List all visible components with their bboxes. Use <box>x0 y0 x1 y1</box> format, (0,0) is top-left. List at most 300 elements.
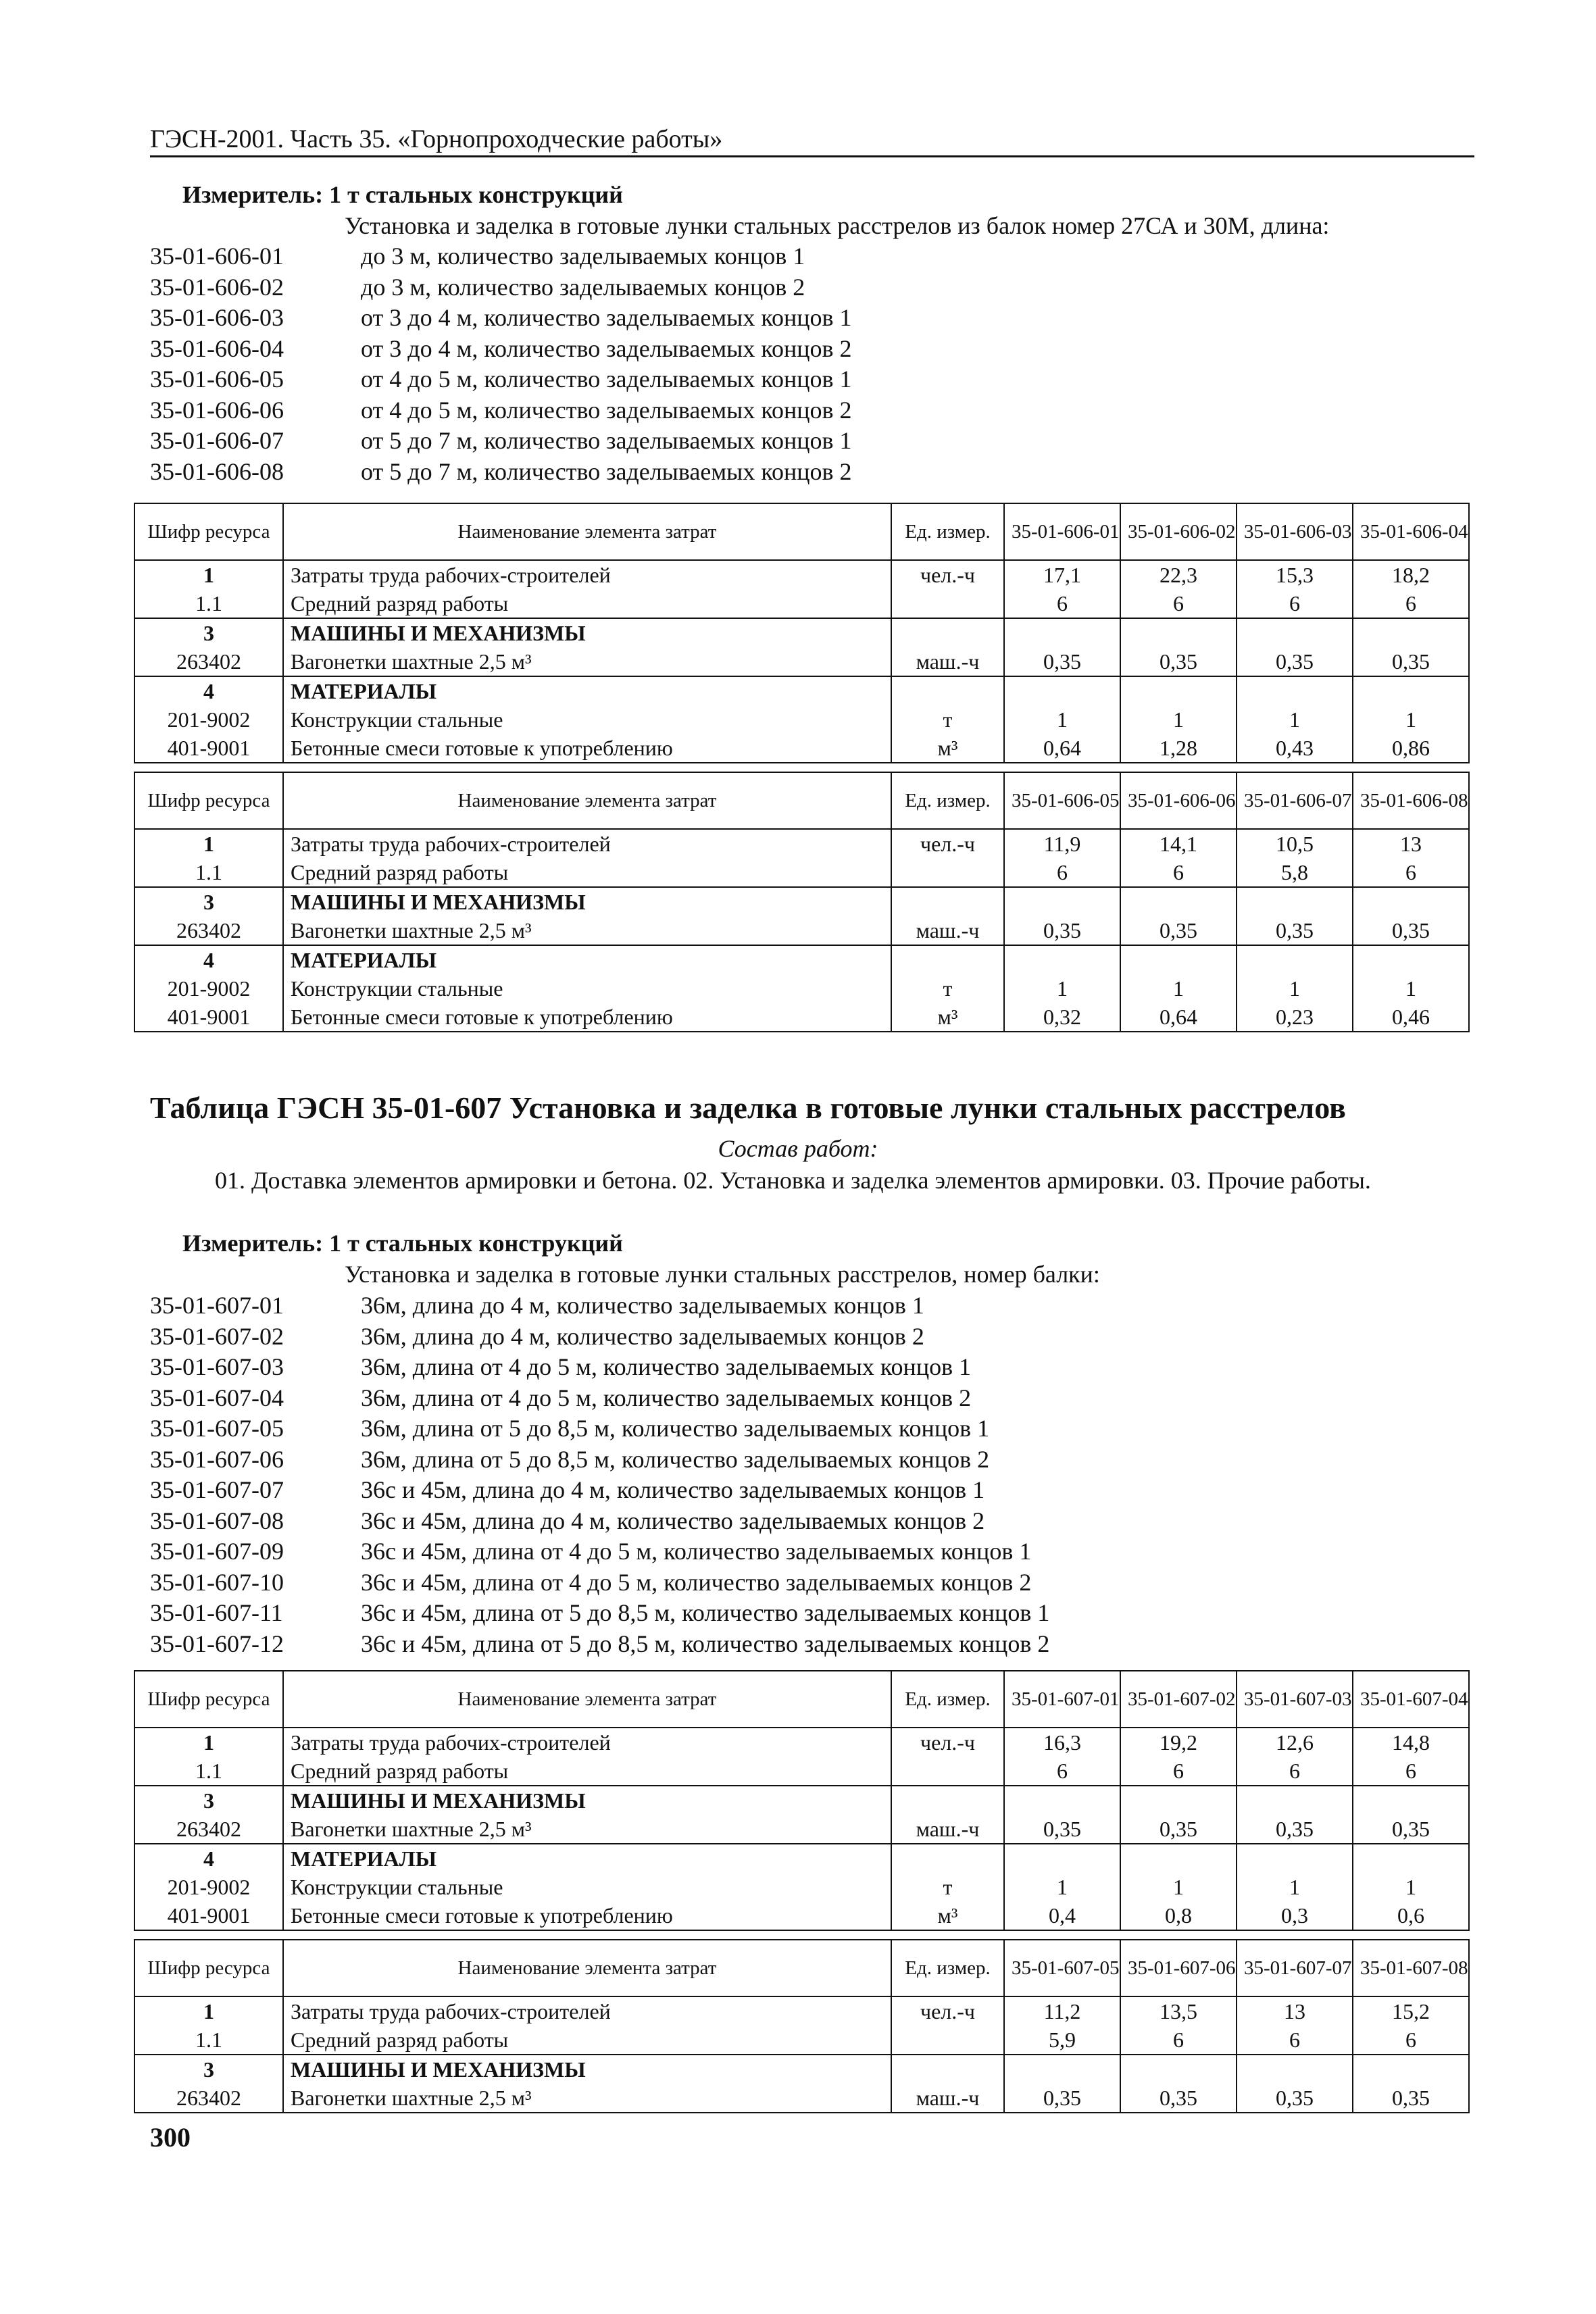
value-cell <box>1237 1844 1353 1873</box>
unit-cell <box>891 1786 1004 1815</box>
table-row <box>134 2084 1469 2113</box>
code-row <box>150 1506 1049 1537</box>
measure-label: Измеритель: 1 т стальных конструкций <box>182 1230 623 1257</box>
code-description: 36м, длина от 5 до 8,5 м, количество заделываемых концов 1 <box>361 1415 990 1442</box>
resource-code: 35-01-607-03 <box>150 1353 284 1380</box>
unit-cell: т <box>891 1873 1004 1901</box>
cost-item-name: МАТЕРИАЛЫ <box>283 1844 891 1873</box>
cost-item-name: Конструкции стальные <box>283 1873 891 1901</box>
resource-code: 35-01-607-04 <box>150 1384 284 1411</box>
value-cell: 6 <box>1353 2026 1469 2055</box>
col-header-name: Наименование элемента затрат <box>283 772 891 829</box>
code-description: 36с и 45м, длина от 5 до 8,5 м, количество заделываемых концов 1 <box>361 1599 1050 1626</box>
value-cell: 5,9 <box>1004 2026 1120 2055</box>
value-cell: 0,35 <box>1120 2084 1237 2113</box>
col-header-code: 35-01-606-01 <box>1004 503 1120 560</box>
cost-item-name: Вагонетки шахтные 2,5 м³ <box>283 916 891 945</box>
table-row <box>134 734 1469 763</box>
resource-code: 35-01-607-07 <box>150 1476 284 1503</box>
resource-code-cell: 1 <box>134 829 283 858</box>
value-cell <box>1120 676 1237 705</box>
code-row <box>150 1475 1049 1506</box>
value-cell: 6 <box>1237 589 1353 618</box>
header-row <box>134 1940 1469 1996</box>
cost-item-name: Средний разряд работы <box>283 589 891 618</box>
intro-text: Установка и заделка в готовые лунки стальных расстрелов, номер балки: <box>345 1261 1100 1288</box>
code-row <box>150 334 852 365</box>
intro-text: Установка и заделка в готовые лунки стальных расстрелов из балок номер 27СА и 30М, длина: <box>345 212 1330 239</box>
value-cell: 0,35 <box>1237 916 1353 945</box>
value-cell: 6 <box>1004 1757 1120 1786</box>
value-cell: 0,35 <box>1120 1815 1237 1844</box>
value-cell <box>1237 945 1353 974</box>
resource-code-cell: 1 <box>134 1996 283 2026</box>
unit-cell: чел.-ч <box>891 1728 1004 1757</box>
col-header-unit: Ед. измер. <box>891 772 1004 829</box>
resource-code-cell: 201-9002 <box>134 974 283 1003</box>
cost-item-name: Вагонетки шахтные 2,5 м³ <box>283 1815 891 1844</box>
unit-cell: чел.-ч <box>891 560 1004 589</box>
value-cell: 6 <box>1237 2026 1353 2055</box>
value-cell <box>1120 618 1237 647</box>
value-cell: 5,8 <box>1237 858 1353 887</box>
unit-cell <box>891 2026 1004 2055</box>
code-row <box>150 457 852 488</box>
unit-cell: маш.-ч <box>891 647 1004 676</box>
unit-cell <box>891 618 1004 647</box>
resource-code-cell: 201-9002 <box>134 705 283 734</box>
table-row <box>134 1901 1469 1930</box>
col-header-shifr: Шифр ресурса <box>134 1940 283 1996</box>
measure-label: Измеритель: 1 т стальных конструкций <box>182 181 623 208</box>
resource-code-cell: 1 <box>134 1728 283 1757</box>
resource-code: 35-01-607-08 <box>150 1507 284 1534</box>
table-row <box>134 916 1469 945</box>
resource-code-cell: 263402 <box>134 916 283 945</box>
cost-item-name: Затраты труда рабочих-строителей <box>283 560 891 589</box>
col-header-code: 35-01-607-06 <box>1120 1940 1237 1996</box>
code-description: 36м, длина до 4 м, количество заделываемых концов 2 <box>361 1322 924 1350</box>
code-row <box>150 1444 1049 1476</box>
value-cell: 0,64 <box>1004 734 1120 763</box>
value-cell: 6 <box>1353 858 1469 887</box>
cost-item-name: МАШИНЫ И МЕХАНИЗМЫ <box>283 887 891 916</box>
unit-cell: маш.-ч <box>891 2084 1004 2113</box>
value-cell <box>1120 2055 1237 2084</box>
cost-item-name: МАТЕРИАЛЫ <box>283 945 891 974</box>
value-cell: 12,6 <box>1237 1728 1353 1757</box>
code-description: 36с и 45м, длина от 5 до 8,5 м, количество заделываемых концов 2 <box>361 1630 1050 1657</box>
value-cell: 13,5 <box>1120 1996 1237 2026</box>
resource-code-cell: 3 <box>134 1786 283 1815</box>
value-cell: 0,35 <box>1004 2084 1120 2113</box>
cost-item-name: Бетонные смеси готовые к употреблению <box>283 734 891 763</box>
code-row <box>150 1383 1049 1414</box>
code-description: 36м, длина от 5 до 8,5 м, количество заделываемых концов 2 <box>361 1445 990 1473</box>
col-header-code: 35-01-607-01 <box>1004 1671 1120 1728</box>
value-cell: 0,32 <box>1004 1003 1120 1032</box>
cost-table <box>134 772 1470 1032</box>
code-description: 36с и 45м, длина до 4 м, количество заделываемых концов 1 <box>361 1476 985 1503</box>
value-cell: 6 <box>1120 589 1237 618</box>
value-cell: 1 <box>1004 974 1120 1003</box>
code-description: 36с и 45м, длина от 4 до 5 м, количество заделываемых концов 1 <box>361 1538 1032 1565</box>
resource-code: 35-01-606-08 <box>150 457 284 485</box>
unit-cell: м³ <box>891 1003 1004 1032</box>
unit-cell <box>891 676 1004 705</box>
unit-cell: т <box>891 705 1004 734</box>
resource-code-cell: 3 <box>134 618 283 647</box>
cost-item-name: Средний разряд работы <box>283 2026 891 2055</box>
code-row <box>150 1567 1049 1599</box>
resource-code-cell: 263402 <box>134 647 283 676</box>
value-cell <box>1237 887 1353 916</box>
resource-code-cell: 401-9001 <box>134 1003 283 1032</box>
table-row <box>134 1873 1469 1901</box>
value-cell <box>1004 1844 1120 1873</box>
value-cell <box>1237 2055 1353 2084</box>
unit-cell: маш.-ч <box>891 1815 1004 1844</box>
code-row <box>150 1536 1049 1567</box>
table-row <box>134 1757 1469 1786</box>
resource-code: 35-01-606-07 <box>150 427 284 454</box>
code-description: от 5 до 7 м, количество заделываемых концов 1 <box>361 427 852 454</box>
value-cell <box>1004 618 1120 647</box>
table-row <box>134 887 1469 916</box>
value-cell <box>1120 1786 1237 1815</box>
resource-code: 35-01-606-03 <box>150 304 284 331</box>
resource-code-cell: 201-9002 <box>134 1873 283 1901</box>
code-row <box>150 1290 1049 1322</box>
unit-cell: т <box>891 974 1004 1003</box>
value-cell: 14,8 <box>1353 1728 1469 1757</box>
value-cell: 0,35 <box>1237 647 1353 676</box>
col-header-code: 35-01-606-04 <box>1353 503 1469 560</box>
code-row <box>150 426 852 457</box>
cost-item-name: Вагонетки шахтные 2,5 м³ <box>283 2084 891 2113</box>
unit-cell: м³ <box>891 734 1004 763</box>
col-header-code: 35-01-606-06 <box>1120 772 1237 829</box>
col-header-unit: Ед. измер. <box>891 1940 1004 1996</box>
code-description: 36м, длина от 4 до 5 м, количество заделываемых концов 1 <box>361 1353 972 1380</box>
value-cell <box>1353 945 1469 974</box>
value-cell: 15,2 <box>1353 1996 1469 2026</box>
code-description: 36м, длина до 4 м, количество заделываемых концов 1 <box>361 1292 924 1319</box>
value-cell <box>1237 676 1353 705</box>
table-row <box>134 1003 1469 1032</box>
col-header-code: 35-01-606-05 <box>1004 772 1120 829</box>
table-row <box>134 676 1469 705</box>
cost-table <box>134 1670 1470 1931</box>
value-cell: 1 <box>1120 705 1237 734</box>
value-cell <box>1353 1844 1469 1873</box>
table-row <box>134 945 1469 974</box>
value-cell <box>1237 618 1353 647</box>
value-cell: 6 <box>1237 1757 1353 1786</box>
resource-code: 35-01-606-04 <box>150 334 284 362</box>
code-row <box>150 1322 1049 1353</box>
value-cell: 6 <box>1004 858 1120 887</box>
unit-cell <box>891 858 1004 887</box>
col-header-name: Наименование элемента затрат <box>283 1940 891 1996</box>
col-header-code: 35-01-606-03 <box>1237 503 1353 560</box>
value-cell <box>1120 887 1237 916</box>
resource-code-cell: 263402 <box>134 2084 283 2113</box>
value-cell: 0,35 <box>1353 2084 1469 2113</box>
cost-item-name: Конструкции стальные <box>283 974 891 1003</box>
resource-code-cell: 4 <box>134 945 283 974</box>
code-description: от 4 до 5 м, количество заделываемых концов 2 <box>361 396 852 424</box>
unit-cell: чел.-ч <box>891 1996 1004 2026</box>
table-row <box>134 1996 1469 2026</box>
value-cell <box>1004 2055 1120 2084</box>
value-cell: 14,1 <box>1120 829 1237 858</box>
unit-cell <box>891 589 1004 618</box>
code-description: от 3 до 4 м, количество заделываемых концов 1 <box>361 304 852 331</box>
value-cell: 0,35 <box>1353 916 1469 945</box>
value-cell: 11,9 <box>1004 829 1120 858</box>
value-cell: 19,2 <box>1120 1728 1237 1757</box>
col-header-code: 35-01-606-02 <box>1120 503 1237 560</box>
value-cell <box>1353 887 1469 916</box>
value-cell: 1 <box>1004 705 1120 734</box>
header-row <box>134 503 1469 560</box>
table-row <box>134 589 1469 618</box>
value-cell: 1 <box>1353 705 1469 734</box>
code-description: от 3 до 4 м, количество заделываемых концов 2 <box>361 334 852 362</box>
resource-code: 35-01-606-06 <box>150 396 284 424</box>
value-cell: 0,35 <box>1120 647 1237 676</box>
table-row <box>134 705 1469 734</box>
resource-code: 35-01-607-02 <box>150 1322 284 1350</box>
resource-code-cell: 4 <box>134 676 283 705</box>
cost-item-name: МАТЕРИАЛЫ <box>283 676 891 705</box>
code-list <box>150 241 852 487</box>
value-cell: 6 <box>1120 1757 1237 1786</box>
table-row <box>134 1815 1469 1844</box>
table-row <box>134 974 1469 1003</box>
resource-code: 35-01-607-06 <box>150 1445 284 1473</box>
value-cell: 10,5 <box>1237 829 1353 858</box>
col-header-shifr: Шифр ресурса <box>134 1671 283 1728</box>
unit-cell: чел.-ч <box>891 829 1004 858</box>
resource-code: 35-01-607-09 <box>150 1538 284 1565</box>
resource-code: 35-01-607-10 <box>150 1568 284 1596</box>
table-row <box>134 2026 1469 2055</box>
value-cell: 0,35 <box>1120 916 1237 945</box>
resource-code: 35-01-607-11 <box>150 1599 283 1626</box>
value-cell: 0,35 <box>1237 1815 1353 1844</box>
works-heading: Состав работ: <box>718 1135 878 1162</box>
code-row <box>150 395 852 426</box>
table-row <box>134 829 1469 858</box>
cost-item-name: Конструкции стальные <box>283 705 891 734</box>
table-row <box>134 560 1469 589</box>
value-cell: 0,35 <box>1237 2084 1353 2113</box>
value-cell: 16,3 <box>1004 1728 1120 1757</box>
cost-item-name: МАШИНЫ И МЕХАНИЗМЫ <box>283 618 891 647</box>
code-row <box>150 241 852 272</box>
value-cell <box>1353 618 1469 647</box>
unit-cell <box>891 1844 1004 1873</box>
resource-code-cell: 3 <box>134 2055 283 2084</box>
col-header-name: Наименование элемента затрат <box>283 1671 891 1728</box>
code-description: 36м, длина от 4 до 5 м, количество заделываемых концов 2 <box>361 1384 972 1411</box>
value-cell: 0,35 <box>1353 1815 1469 1844</box>
code-description: до 3 м, количество заделываемых концов 2 <box>361 273 805 301</box>
value-cell: 0,8 <box>1120 1901 1237 1930</box>
value-cell: 0,35 <box>1004 647 1120 676</box>
value-cell <box>1004 887 1120 916</box>
col-header-code: 35-01-606-08 <box>1353 772 1469 829</box>
value-cell: 0,4 <box>1004 1901 1120 1930</box>
value-cell: 22,3 <box>1120 560 1237 589</box>
cost-item-name: Затраты труда рабочих-строителей <box>283 1728 891 1757</box>
table-row <box>134 858 1469 887</box>
cost-item-name: МАШИНЫ И МЕХАНИЗМЫ <box>283 2055 891 2084</box>
value-cell <box>1237 1786 1353 1815</box>
value-cell: 1 <box>1237 974 1353 1003</box>
unit-cell <box>891 2055 1004 2084</box>
value-cell: 11,2 <box>1004 1996 1120 2026</box>
table-row <box>134 1728 1469 1757</box>
unit-cell: маш.-ч <box>891 916 1004 945</box>
cost-item-name: Бетонные смеси готовые к употреблению <box>283 1901 891 1930</box>
header-row <box>134 772 1469 829</box>
col-header-unit: Ед. измер. <box>891 1671 1004 1728</box>
col-header-shifr: Шифр ресурса <box>134 772 283 829</box>
code-description: до 3 м, количество заделываемых концов 1 <box>361 243 805 270</box>
value-cell: 1 <box>1237 705 1353 734</box>
value-cell <box>1353 676 1469 705</box>
value-cell: 6 <box>1004 589 1120 618</box>
code-row <box>150 303 852 334</box>
value-cell: 0,64 <box>1120 1003 1237 1032</box>
col-header-code: 35-01-607-03 <box>1237 1671 1353 1728</box>
cost-item-name: Средний разряд работы <box>283 858 891 887</box>
table-row <box>134 1844 1469 1873</box>
value-cell <box>1353 1786 1469 1815</box>
value-cell: 6 <box>1120 858 1237 887</box>
value-cell: 15,3 <box>1237 560 1353 589</box>
col-header-code: 35-01-607-08 <box>1353 1940 1469 1996</box>
value-cell: 0,86 <box>1353 734 1469 763</box>
resource-code: 35-01-607-01 <box>150 1292 284 1319</box>
cost-item-name: Бетонные смеси готовые к употреблению <box>283 1003 891 1032</box>
table-row <box>134 618 1469 647</box>
value-cell <box>1120 1844 1237 1873</box>
cost-item-name: Вагонетки шахтные 2,5 м³ <box>283 647 891 676</box>
value-cell: 0,23 <box>1237 1003 1353 1032</box>
value-cell: 17,1 <box>1004 560 1120 589</box>
page-number: 300 <box>150 2122 191 2153</box>
value-cell: 1,28 <box>1120 734 1237 763</box>
value-cell: 0,46 <box>1353 1003 1469 1032</box>
value-cell: 0,3 <box>1237 1901 1353 1930</box>
resource-code-cell: 1.1 <box>134 589 283 618</box>
code-list <box>150 1290 1049 1659</box>
resource-code: 35-01-607-05 <box>150 1415 284 1442</box>
value-cell: 0,35 <box>1004 916 1120 945</box>
col-header-name: Наименование элемента затрат <box>283 503 891 560</box>
table-title: Таблица ГЭСН 35-01-607 Установка и заделка в готовые лунки стальных расстрелов <box>150 1090 1346 1125</box>
col-header-code: 35-01-607-07 <box>1237 1940 1353 1996</box>
value-cell: 13 <box>1237 1996 1353 2026</box>
value-cell <box>1004 945 1120 974</box>
col-header-unit: Ед. измер. <box>891 503 1004 560</box>
unit-cell <box>891 945 1004 974</box>
unit-cell <box>891 1757 1004 1786</box>
value-cell: 0,35 <box>1353 647 1469 676</box>
resource-code-cell: 3 <box>134 887 283 916</box>
value-cell: 1 <box>1120 974 1237 1003</box>
code-description: 36с и 45м, длина до 4 м, количество заделываемых концов 2 <box>361 1507 985 1534</box>
code-row <box>150 1598 1049 1629</box>
code-row <box>150 364 852 395</box>
resource-code-cell: 263402 <box>134 1815 283 1844</box>
resource-code-cell: 401-9001 <box>134 734 283 763</box>
resource-code-cell: 1 <box>134 560 283 589</box>
value-cell: 1 <box>1353 974 1469 1003</box>
value-cell: 1 <box>1004 1873 1120 1901</box>
resource-code-cell: 1.1 <box>134 2026 283 2055</box>
cost-item-name: МАШИНЫ И МЕХАНИЗМЫ <box>283 1786 891 1815</box>
code-description: от 5 до 7 м, количество заделываемых концов 2 <box>361 457 852 485</box>
code-row <box>150 1629 1049 1660</box>
code-description: 36с и 45м, длина от 4 до 5 м, количество заделываемых концов 2 <box>361 1568 1032 1596</box>
works-text: 01. Доставка элементов армировки и бетона. 02. Установка и заделка элементов армировки. 03. Прочие работы. <box>215 1167 1371 1194</box>
value-cell: 0,43 <box>1237 734 1353 763</box>
table-row <box>134 647 1469 676</box>
value-cell: 1 <box>1120 1873 1237 1901</box>
value-cell <box>1353 2055 1469 2084</box>
value-cell: 0,35 <box>1004 1815 1120 1844</box>
resource-code-cell: 401-9001 <box>134 1901 283 1930</box>
code-row <box>150 272 852 303</box>
col-header-code: 35-01-607-04 <box>1353 1671 1469 1728</box>
value-cell <box>1120 945 1237 974</box>
resource-code-cell: 1.1 <box>134 858 283 887</box>
resource-code: 35-01-606-02 <box>150 273 284 301</box>
col-header-code: 35-01-607-02 <box>1120 1671 1237 1728</box>
value-cell: 6 <box>1353 589 1469 618</box>
code-row <box>150 1413 1049 1444</box>
table-row <box>134 1786 1469 1815</box>
running-header: ГЭСН-2001. Часть 35. «Горнопроходческие работы» <box>150 124 1474 157</box>
cost-item-name: Затраты труда рабочих-строителей <box>283 1996 891 2026</box>
resource-code: 35-01-606-05 <box>150 366 284 393</box>
cost-table <box>134 1939 1470 2113</box>
value-cell: 6 <box>1353 1757 1469 1786</box>
value-cell: 1 <box>1237 1873 1353 1901</box>
cost-item-name: Затраты труда рабочих-строителей <box>283 829 891 858</box>
col-header-code: 35-01-606-07 <box>1237 772 1353 829</box>
resource-code: 35-01-607-12 <box>150 1630 284 1657</box>
code-row <box>150 1352 1049 1383</box>
code-description: от 4 до 5 м, количество заделываемых концов 1 <box>361 366 852 393</box>
value-cell: 6 <box>1120 2026 1237 2055</box>
value-cell: 13 <box>1353 829 1469 858</box>
cost-item-name: Средний разряд работы <box>283 1757 891 1786</box>
resource-code-cell: 1.1 <box>134 1757 283 1786</box>
cost-table <box>134 503 1470 763</box>
value-cell: 18,2 <box>1353 560 1469 589</box>
col-header-code: 35-01-607-05 <box>1004 1940 1120 1996</box>
unit-cell: м³ <box>891 1901 1004 1930</box>
unit-cell <box>891 887 1004 916</box>
value-cell <box>1004 676 1120 705</box>
col-header-shifr: Шифр ресурса <box>134 503 283 560</box>
